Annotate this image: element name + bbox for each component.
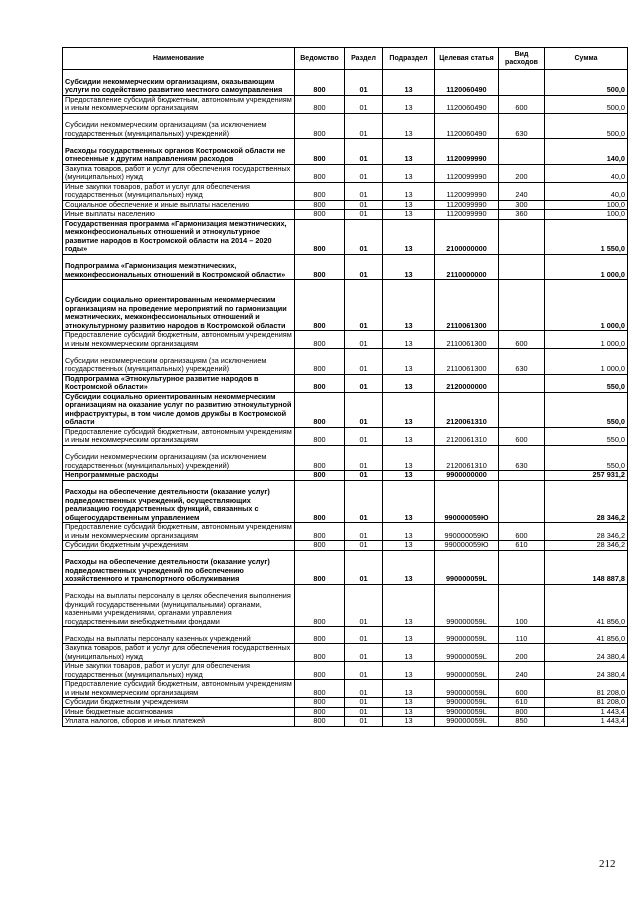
row-section-cell: 01 <box>345 164 383 182</box>
row-subsection-cell: 13 <box>383 427 435 445</box>
row-section-cell: 01 <box>345 219 383 254</box>
header-subsection: Подраздел <box>383 48 435 70</box>
header-section: Раздел <box>345 48 383 70</box>
row-name-cell: Государственная программа «Гармонизация межэтнических, межконфессиональных отношений и этнокультурное развитие народов в Костромской области на 2014 – 2020 годы» <box>63 219 295 254</box>
row-expense-type-cell <box>499 254 545 280</box>
table-row <box>63 331 628 349</box>
row-amount-cell: 41 856,0 <box>545 584 628 627</box>
row-target-article-cell: 990000059Ю <box>435 541 499 551</box>
row-amount-cell: 40,0 <box>545 182 628 200</box>
table-row <box>63 200 628 210</box>
row-target-article-cell: 2120000000 <box>435 374 499 392</box>
row-amount-cell: 1 000,0 <box>545 254 628 280</box>
row-target-article-cell: 1120099990 <box>435 200 499 210</box>
table-row <box>63 139 628 165</box>
table-row <box>63 392 628 427</box>
row-expense-type-cell: 200 <box>499 164 545 182</box>
row-amount-cell: 1 443,4 <box>545 707 628 717</box>
row-name-cell: Иные выплаты населению <box>63 210 295 220</box>
row-department-cell: 800 <box>295 717 345 727</box>
row-expense-type-cell: 600 <box>499 427 545 445</box>
row-department-cell: 800 <box>295 550 345 584</box>
row-expense-type-cell: 600 <box>499 95 545 113</box>
row-amount-cell: 1 000,0 <box>545 349 628 375</box>
row-expense-type-cell: 200 <box>499 644 545 662</box>
table-row <box>63 164 628 182</box>
row-subsection-cell: 13 <box>383 219 435 254</box>
row-department-cell: 800 <box>295 374 345 392</box>
row-name-cell: Закупка товаров, работ и услуг для обеспечения государственных (муниципальных) нужд <box>63 644 295 662</box>
row-expense-type-cell: 110 <box>499 627 545 644</box>
row-department-cell: 800 <box>295 680 345 698</box>
row-expense-type-cell: 600 <box>499 331 545 349</box>
row-target-article-cell: 2110061300 <box>435 349 499 375</box>
row-name-cell: Подпрограмма «Этнокультурное развитие народов в Костромской области» <box>63 374 295 392</box>
row-department-cell: 800 <box>295 280 345 331</box>
row-section-cell: 01 <box>345 280 383 331</box>
row-name-cell: Расходы на обеспечение деятельности (оказание услуг) подведомственных учреждений по обеспечению хозяйственного и транспортного обслуживания <box>63 550 295 584</box>
row-department-cell: 800 <box>295 707 345 717</box>
row-department-cell: 800 <box>295 182 345 200</box>
row-section-cell: 01 <box>345 349 383 375</box>
row-department-cell: 800 <box>295 523 345 541</box>
row-target-article-cell: 1120099990 <box>435 164 499 182</box>
row-name-cell: Субсидии некоммерческим организациям (за исключением государственных (муниципальных) учреждений) <box>63 113 295 139</box>
row-section-cell: 01 <box>345 70 383 96</box>
row-section-cell: 01 <box>345 717 383 727</box>
row-name-cell: Иные бюджетные ассигнования <box>63 707 295 717</box>
row-subsection-cell: 13 <box>383 471 435 481</box>
row-expense-type-cell: 240 <box>499 182 545 200</box>
row-expense-type-cell <box>499 219 545 254</box>
row-target-article-cell: 2110061300 <box>435 331 499 349</box>
row-name-cell: Закупка товаров, работ и услуг для обеспечения государственных (муниципальных) нужд <box>63 164 295 182</box>
row-department-cell: 800 <box>295 200 345 210</box>
row-section-cell: 01 <box>345 550 383 584</box>
row-target-article-cell: 1120099990 <box>435 182 499 200</box>
header-row <box>63 48 628 70</box>
row-subsection-cell: 13 <box>383 200 435 210</box>
row-department-cell: 800 <box>295 331 345 349</box>
row-name-cell: Субсидии бюджетным учреждениям <box>63 698 295 708</box>
row-section-cell: 01 <box>345 707 383 717</box>
row-target-article-cell: 990000059L <box>435 662 499 680</box>
row-section-cell: 01 <box>345 95 383 113</box>
table-row <box>63 445 628 471</box>
table-row <box>63 254 628 280</box>
row-department-cell: 800 <box>295 392 345 427</box>
row-section-cell: 01 <box>345 662 383 680</box>
row-subsection-cell: 13 <box>383 644 435 662</box>
header-target-article: Целевая статья <box>435 48 499 70</box>
row-department-cell: 800 <box>295 164 345 182</box>
row-amount-cell: 550,0 <box>545 392 628 427</box>
row-name-cell: Предоставление субсидий бюджетным, автономным учреждениям и иным некоммерческим организациям <box>63 95 295 113</box>
row-expense-type-cell: 600 <box>499 523 545 541</box>
row-target-article-cell: 990000059Ю <box>435 523 499 541</box>
row-department-cell: 800 <box>295 254 345 280</box>
row-amount-cell: 1 000,0 <box>545 280 628 331</box>
row-expense-type-cell: 630 <box>499 349 545 375</box>
table-row <box>63 717 628 727</box>
row-department-cell: 800 <box>295 644 345 662</box>
row-department-cell: 800 <box>295 480 345 523</box>
row-subsection-cell: 13 <box>383 349 435 375</box>
header-amount: Сумма <box>545 48 628 70</box>
header-department: Ведомство <box>295 48 345 70</box>
row-name-cell: Субсидии некоммерческим организациям (за исключением государственных (муниципальных) учреждений) <box>63 349 295 375</box>
row-target-article-cell: 990000059L <box>435 550 499 584</box>
row-department-cell: 800 <box>295 427 345 445</box>
row-target-article-cell: 1120099990 <box>435 139 499 165</box>
row-target-article-cell: 2120061310 <box>435 392 499 427</box>
row-expense-type-cell <box>499 480 545 523</box>
row-target-article-cell: 990000059Ю <box>435 480 499 523</box>
table-row <box>63 182 628 200</box>
row-amount-cell: 100,0 <box>545 200 628 210</box>
row-department-cell: 800 <box>295 662 345 680</box>
row-target-article-cell: 990000059L <box>435 584 499 627</box>
row-expense-type-cell <box>499 70 545 96</box>
row-section-cell: 01 <box>345 200 383 210</box>
row-amount-cell: 148 887,8 <box>545 550 628 584</box>
table-row <box>63 627 628 644</box>
row-subsection-cell: 13 <box>383 480 435 523</box>
row-name-cell: Предоставление субсидий бюджетным, автономным учреждениям и иным некоммерческим организациям <box>63 331 295 349</box>
row-amount-cell: 28 346,2 <box>545 541 628 551</box>
row-amount-cell: 140,0 <box>545 139 628 165</box>
row-subsection-cell: 13 <box>383 680 435 698</box>
row-name-cell: Уплата налогов, сборов и иных платежей <box>63 717 295 727</box>
row-department-cell: 800 <box>295 541 345 551</box>
row-subsection-cell: 13 <box>383 445 435 471</box>
row-amount-cell: 24 380,4 <box>545 662 628 680</box>
row-section-cell: 01 <box>345 254 383 280</box>
row-expense-type-cell: 850 <box>499 717 545 727</box>
table-row <box>63 427 628 445</box>
row-expense-type-cell: 360 <box>499 210 545 220</box>
row-name-cell: Субсидии некоммерческим организациям, оказывающим услуги по содействию развитию местного самоуправления <box>63 70 295 96</box>
row-target-article-cell: 990000059L <box>435 627 499 644</box>
row-subsection-cell: 13 <box>383 139 435 165</box>
row-department-cell: 800 <box>295 219 345 254</box>
table-row <box>63 70 628 96</box>
row-target-article-cell: 2120061310 <box>435 427 499 445</box>
table-row <box>63 349 628 375</box>
row-section-cell: 01 <box>345 427 383 445</box>
row-section-cell: 01 <box>345 182 383 200</box>
row-amount-cell: 28 346,2 <box>545 523 628 541</box>
table-row <box>63 480 628 523</box>
row-section-cell: 01 <box>345 331 383 349</box>
budget-table <box>62 47 628 727</box>
table-row <box>63 523 628 541</box>
row-target-article-cell: 990000059L <box>435 717 499 727</box>
row-amount-cell: 550,0 <box>545 374 628 392</box>
row-subsection-cell: 13 <box>383 717 435 727</box>
header-name: Наименование <box>63 48 295 70</box>
row-amount-cell: 24 380,4 <box>545 644 628 662</box>
row-amount-cell: 100,0 <box>545 210 628 220</box>
row-name-cell: Непрограммные расходы <box>63 471 295 481</box>
row-name-cell: Подпрограмма «Гармонизация межэтнических, межконфессиональных отношений в Костромской области» <box>63 254 295 280</box>
row-amount-cell: 500,0 <box>545 70 628 96</box>
row-section-cell: 01 <box>345 374 383 392</box>
row-department-cell: 800 <box>295 70 345 96</box>
row-expense-type-cell: 300 <box>499 200 545 210</box>
row-name-cell: Расходы на выплаты персоналу казенных учреждений <box>63 627 295 644</box>
table-row <box>63 471 628 481</box>
row-expense-type-cell <box>499 392 545 427</box>
table-row <box>63 95 628 113</box>
row-section-cell: 01 <box>345 113 383 139</box>
row-subsection-cell: 13 <box>383 662 435 680</box>
row-target-article-cell: 990000059L <box>435 680 499 698</box>
row-subsection-cell: 13 <box>383 210 435 220</box>
row-name-cell: Иные закупки товаров, работ и услуг для обеспечения государственных (муниципальных) нужд <box>63 182 295 200</box>
table-row <box>63 698 628 708</box>
table-header <box>63 48 628 70</box>
row-expense-type-cell: 600 <box>499 680 545 698</box>
row-subsection-cell: 13 <box>383 182 435 200</box>
row-subsection-cell: 13 <box>383 707 435 717</box>
row-section-cell: 01 <box>345 392 383 427</box>
row-subsection-cell: 13 <box>383 331 435 349</box>
row-subsection-cell: 13 <box>383 541 435 551</box>
row-subsection-cell: 13 <box>383 113 435 139</box>
row-department-cell: 800 <box>295 627 345 644</box>
row-amount-cell: 500,0 <box>545 113 628 139</box>
table-row <box>63 644 628 662</box>
row-section-cell: 01 <box>345 471 383 481</box>
row-target-article-cell: 2110061300 <box>435 280 499 331</box>
row-expense-type-cell: 610 <box>499 541 545 551</box>
row-subsection-cell: 13 <box>383 254 435 280</box>
row-subsection-cell: 13 <box>383 374 435 392</box>
row-department-cell: 800 <box>295 139 345 165</box>
row-expense-type-cell: 240 <box>499 662 545 680</box>
row-department-cell: 800 <box>295 113 345 139</box>
row-subsection-cell: 13 <box>383 95 435 113</box>
row-target-article-cell: 1120060490 <box>435 113 499 139</box>
row-subsection-cell: 13 <box>383 550 435 584</box>
row-target-article-cell: 1120060490 <box>435 70 499 96</box>
row-amount-cell: 1 000,0 <box>545 331 628 349</box>
table-row <box>63 374 628 392</box>
row-amount-cell: 550,0 <box>545 427 628 445</box>
row-subsection-cell: 13 <box>383 280 435 331</box>
page-number: 212 <box>599 858 616 870</box>
row-section-cell: 01 <box>345 644 383 662</box>
row-expense-type-cell: 100 <box>499 584 545 627</box>
row-expense-type-cell <box>499 280 545 331</box>
row-section-cell: 01 <box>345 584 383 627</box>
table-row <box>63 584 628 627</box>
row-subsection-cell: 13 <box>383 70 435 96</box>
row-subsection-cell: 13 <box>383 523 435 541</box>
row-name-cell: Расходы на обеспечение деятельности (оказание услуг) подведомственных учреждений, осуществляющих реализацию государственных функций, связанных с общегосударственным управлением <box>63 480 295 523</box>
row-expense-type-cell <box>499 139 545 165</box>
row-amount-cell: 81 208,0 <box>545 680 628 698</box>
row-expense-type-cell: 800 <box>499 707 545 717</box>
row-name-cell: Субсидии некоммерческим организациям (за исключением государственных (муниципальных) учреждений) <box>63 445 295 471</box>
row-department-cell: 800 <box>295 698 345 708</box>
table-row <box>63 550 628 584</box>
header-expense-type: Вид расходов <box>499 48 545 70</box>
row-target-article-cell: 990000059L <box>435 644 499 662</box>
row-expense-type-cell: 610 <box>499 698 545 708</box>
row-target-article-cell: 2110000000 <box>435 254 499 280</box>
row-section-cell: 01 <box>345 698 383 708</box>
row-expense-type-cell: 630 <box>499 445 545 471</box>
table-row <box>63 210 628 220</box>
row-target-article-cell: 2120061310 <box>435 445 499 471</box>
row-amount-cell: 40,0 <box>545 164 628 182</box>
row-amount-cell: 500,0 <box>545 95 628 113</box>
table-row <box>63 707 628 717</box>
row-expense-type-cell <box>499 550 545 584</box>
row-amount-cell: 257 931,2 <box>545 471 628 481</box>
row-target-article-cell: 9900000000 <box>435 471 499 481</box>
row-name-cell: Предоставление субсидий бюджетным, автономным учреждениям и иным некоммерческим организациям <box>63 680 295 698</box>
table-row <box>63 662 628 680</box>
table-body <box>63 70 628 727</box>
row-subsection-cell: 13 <box>383 164 435 182</box>
row-name-cell: Субсидии социально ориентированным некоммерческим организациям на проведение мероприятий по гармонизации межэтнических, межконфессиональных отношений и этнокультурному развитию народов в Костромской области <box>63 280 295 331</box>
row-target-article-cell: 990000059L <box>435 707 499 717</box>
row-name-cell: Субсидии социально ориентированным некоммерческим организациям на оказание услуг по развитию этнокультурной инфраструктуры, в том числе домов дружбы в Костромской области <box>63 392 295 427</box>
row-section-cell: 01 <box>345 480 383 523</box>
row-name-cell: Расходы государственных органов Костромской области не отнесенные к другим направлениям расходов <box>63 139 295 165</box>
row-name-cell: Предоставление субсидий бюджетным, автономным учреждениям и иным некоммерческим организациям <box>63 427 295 445</box>
row-amount-cell: 1 550,0 <box>545 219 628 254</box>
row-target-article-cell: 990000059L <box>435 698 499 708</box>
row-section-cell: 01 <box>345 139 383 165</box>
table-row <box>63 680 628 698</box>
row-expense-type-cell: 630 <box>499 113 545 139</box>
row-section-cell: 01 <box>345 541 383 551</box>
row-department-cell: 800 <box>295 471 345 481</box>
row-department-cell: 800 <box>295 584 345 627</box>
row-department-cell: 800 <box>295 210 345 220</box>
row-section-cell: 01 <box>345 680 383 698</box>
row-department-cell: 800 <box>295 95 345 113</box>
row-target-article-cell: 2100000000 <box>435 219 499 254</box>
row-name-cell: Иные закупки товаров, работ и услуг для обеспечения государственных (муниципальных) нужд <box>63 662 295 680</box>
row-expense-type-cell <box>499 374 545 392</box>
row-target-article-cell: 1120099990 <box>435 210 499 220</box>
table-row <box>63 113 628 139</box>
row-section-cell: 01 <box>345 210 383 220</box>
row-amount-cell: 28 346,2 <box>545 480 628 523</box>
table-row <box>63 280 628 331</box>
row-amount-cell: 41 856,0 <box>545 627 628 644</box>
row-section-cell: 01 <box>345 627 383 644</box>
row-section-cell: 01 <box>345 445 383 471</box>
row-amount-cell: 81 208,0 <box>545 698 628 708</box>
row-target-article-cell: 1120060490 <box>435 95 499 113</box>
row-amount-cell: 550,0 <box>545 445 628 471</box>
row-subsection-cell: 13 <box>383 627 435 644</box>
table-row <box>63 541 628 551</box>
row-department-cell: 800 <box>295 349 345 375</box>
row-name-cell: Расходы на выплаты персоналу в целях обеспечения выполнения функций государственными (муниципальными) органами, казенными учреждениями, органами управления государственными внебюджетными фондами <box>63 584 295 627</box>
row-section-cell: 01 <box>345 523 383 541</box>
row-name-cell: Социальное обеспечение и иные выплаты населению <box>63 200 295 210</box>
row-department-cell: 800 <box>295 445 345 471</box>
row-expense-type-cell <box>499 471 545 481</box>
row-subsection-cell: 13 <box>383 584 435 627</box>
row-amount-cell: 1 443,4 <box>545 717 628 727</box>
row-name-cell: Субсидии бюджетным учреждениям <box>63 541 295 551</box>
row-subsection-cell: 13 <box>383 392 435 427</box>
row-name-cell: Предоставление субсидий бюджетным, автономным учреждениям и иным некоммерческим организациям <box>63 523 295 541</box>
table-row <box>63 219 628 254</box>
row-subsection-cell: 13 <box>383 698 435 708</box>
